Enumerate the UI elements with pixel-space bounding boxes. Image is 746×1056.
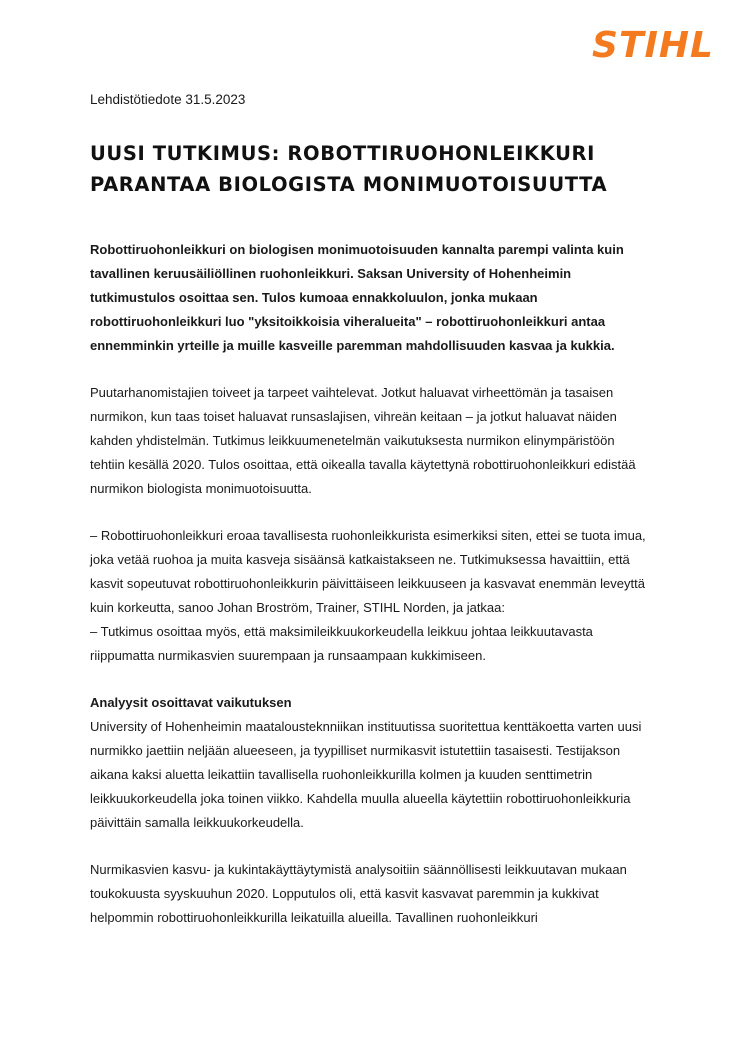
headline-line-2: PARANTAA BIOLOGISTA MONIMUOTOISUUTTA xyxy=(90,173,608,196)
headline-line-1: UUSI TUTKIMUS: ROBOTTIRUOHONLEIKKURI xyxy=(90,142,595,165)
lead-paragraph: Robottiruohonleikkuri on biologisen monimuotoisuuden kannalta parempi valinta kuin tavallinen keruusäiliöllinen ruohonleikkuri. Saksan University of Hohenheimin tutkimustulos osoittaa sen. Tulos kumoaa ennakkoluulon, jonka mukaan robottiruohonleikkuri luo "yksitoikkoisia viheralueita" – robottiruohonleikkuri antaa ennemminkin yrteille ja muille kasveille paremman mahdollisuuden kasvaa ja kukkia. xyxy=(90,242,624,353)
body-paragraph-1: Puutarhanomistajien toiveet ja tarpeet vaihtelevat. Jotkut haluavat virheettömän ja tasaisen nurmikon, kun taas toiset haluavat runsaslajisen, vihreän keitaan – ja jotkut haluavat näiden kahden yhdistelmän. Tutkimus leikkuumenetelmän vaikutuksesta nurmikon elinympäristöön tehtiin kesällä 2020. Tulos osoittaa, että oikealla tavalla käytettynä robottiruohonleikkuri edistää nurmikon biologista monimuotoisuutta. xyxy=(90,385,636,496)
stihl-logo xyxy=(566,26,716,62)
document-body xyxy=(90,90,650,930)
quote-paragraph-1: – Robottiruohonleikkuri eroaa tavallisesta ruohonleikkurista esimerkiksi siten, ettei se tuota imua, joka vetää ruohoa ja muita kasveja sisäänsä katkaistakseen ne. Tutkimuksessa havaittiin, että kasvit sopeutuvat robottiruohonleikkurin päivittäiseen leikkuuseen ja kasvavat enemmän leveyttä kuin korkeutta, sanoo Johan Broström, Trainer, STIHL Norden, ja jatkaa: xyxy=(90,528,646,615)
press-release-date: Lehdistötiedote 31.5.2023 xyxy=(90,92,246,107)
section-subheading: Analyysit osoittavat vaikutuksen xyxy=(90,695,292,710)
body-paragraph-2: University of Hohenheimin maatalousteknniikan instituutissa suoritettua kenttäkoetta varten uusi nurmikko jaettiin neljään alueeseen, ja tyypilliset nurmikasvit istutettiin tasaisesti. Testijakson aikana kaksi aluetta leikattiin tavallisella ruohonleikkurilla kolmen ja kuuden senttimetrin leikkuukorkeudella joka toinen viikko. Kahdella muulla alueella käytettiin robottiruohonleikkuria päivittäin samalla leikkuukorkeudella. xyxy=(90,719,642,830)
body-paragraph-3: Nurmikasvien kasvu- ja kukintakäyttäytymistä analysoitiin säännöllisesti leikkuutavan mukaan toukokuusta syyskuuhun 2020. Lopputulos oli, että kasvit kasvavat paremmin ja kukkivat helpommin robottiruohonleikkurilla leikatuilla alueilla. Tavallinen ruohonleikkuri xyxy=(90,862,627,925)
stihl-logo-text: STIHL xyxy=(592,26,714,62)
stihl-logo-mark xyxy=(566,26,716,62)
quote-block xyxy=(90,524,650,668)
quote-paragraph-2: – Tutkimus osoittaa myös, että maksimileikkuukorkeudella leikkuu johtaa leikkuutavasta riippumatta nurmikasvien suurempaan ja runsaampaan kukkimiseen. xyxy=(90,624,593,663)
headline xyxy=(90,138,650,200)
